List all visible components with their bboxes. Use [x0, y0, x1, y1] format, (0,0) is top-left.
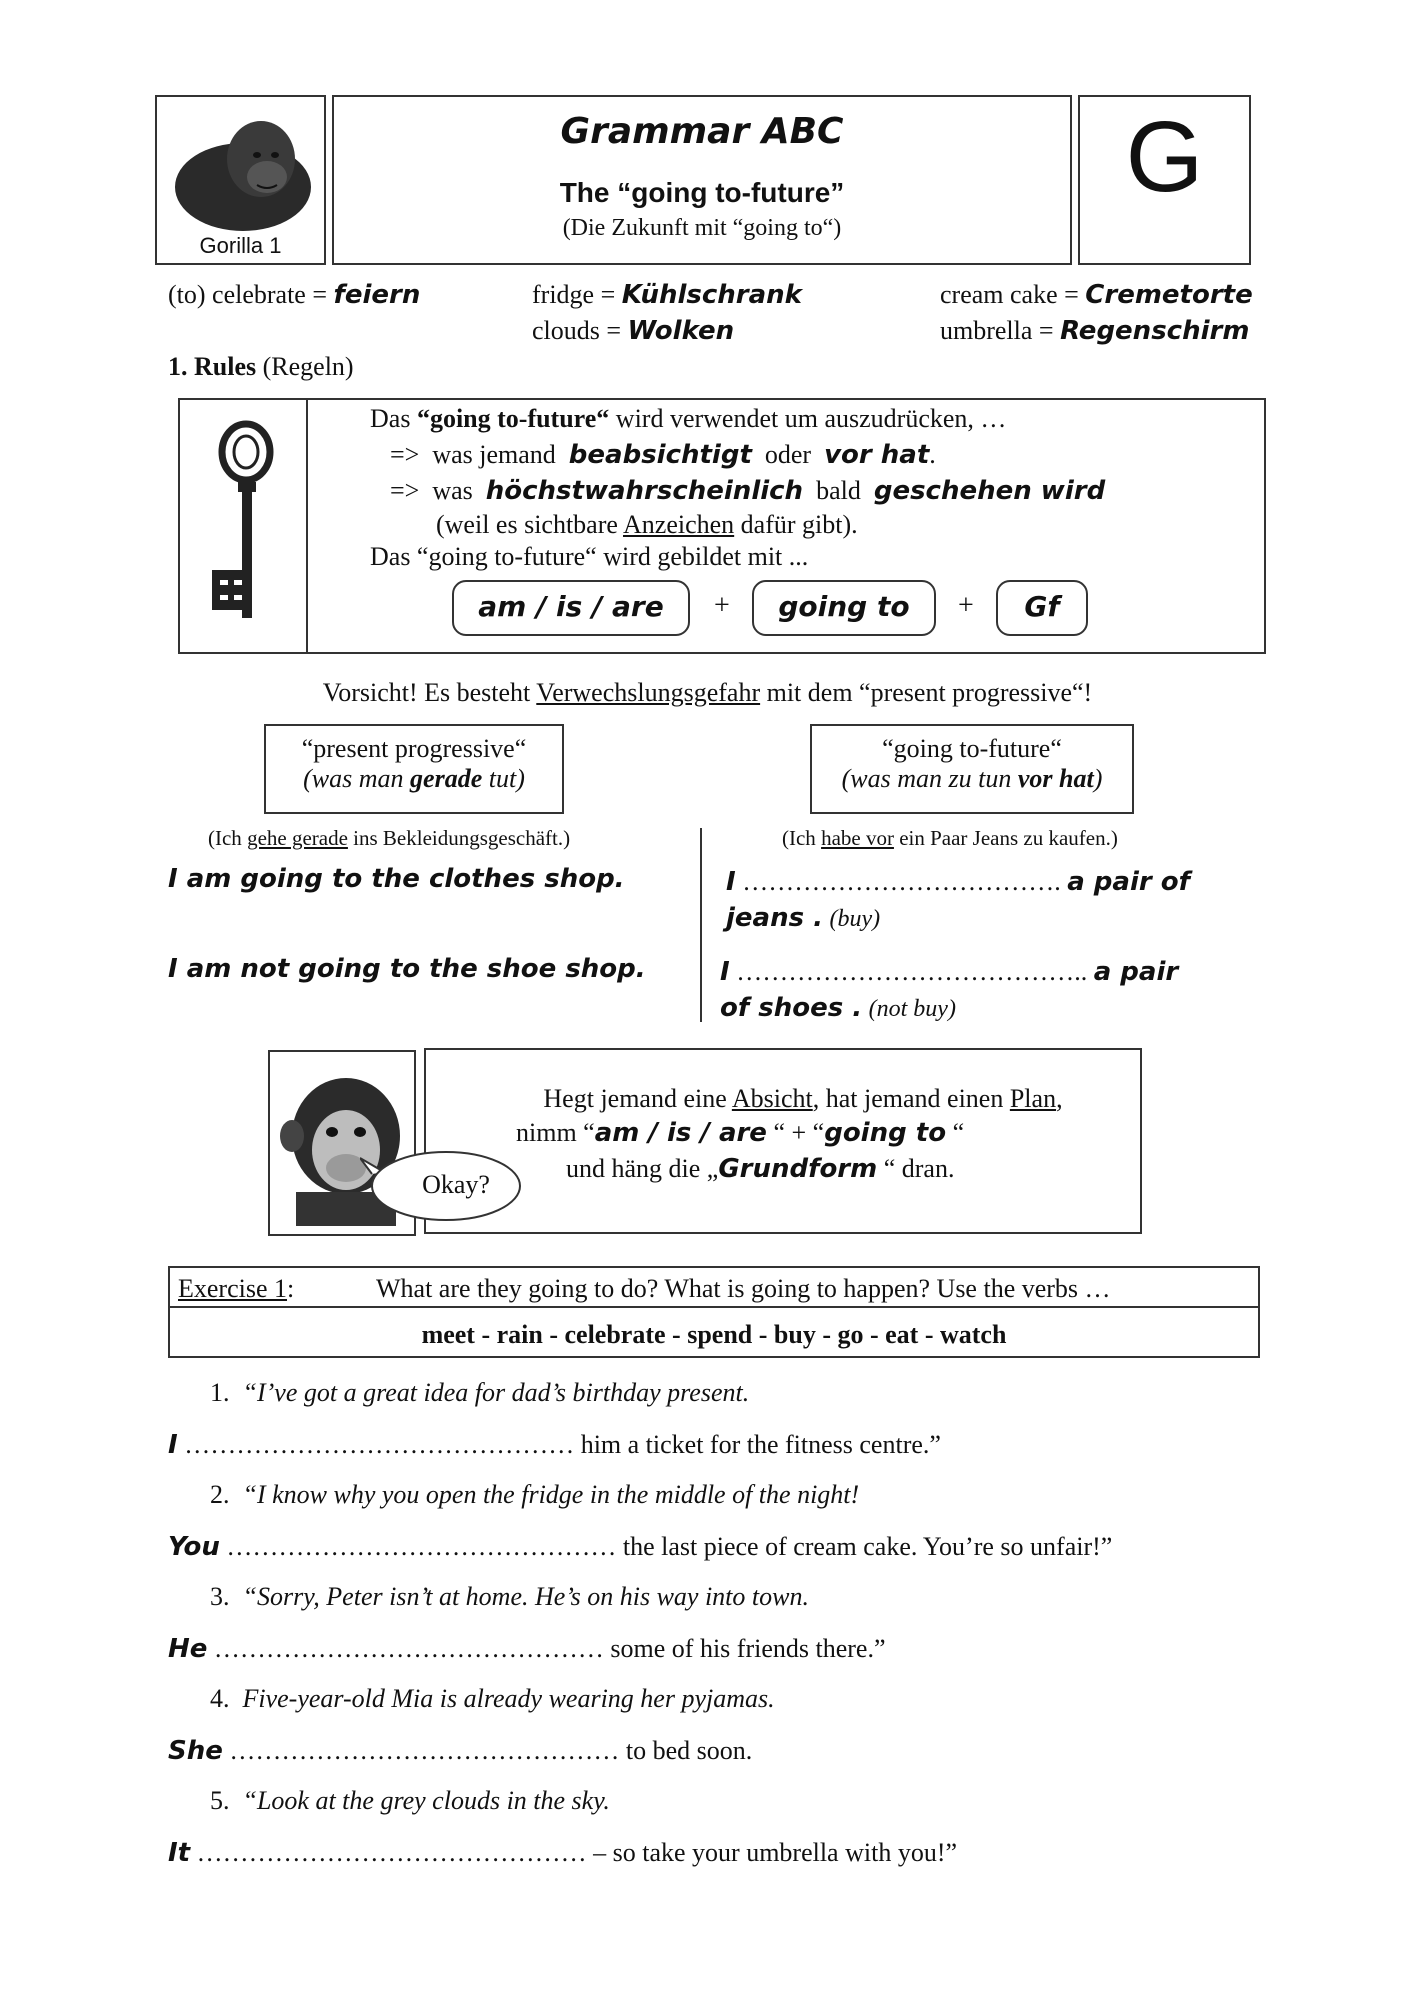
left-example-1: I am going to the clothes shop. — [168, 864, 625, 894]
formula-part-3: Gf — [1024, 590, 1060, 623]
left-note: (Ich gehe gerade ins Bekleidungsgeschäft.) — [208, 826, 571, 850]
gorilla-caption: Gorilla 1 — [199, 233, 282, 258]
page-title: Grammar ABC — [560, 111, 844, 152]
answer-blank[interactable]: ……………………………………… — [229, 1736, 620, 1765]
answer-blank[interactable]: ……………………………………… — [226, 1532, 617, 1561]
exercise-item-4-prompt: 4. Five-year-old Mia is already wearing her pyjamas. — [210, 1684, 775, 1713]
exercise-item-3-prompt: 3. “Sorry, Peter isn’t at home. He’s on his way into town. — [210, 1582, 809, 1611]
key-icon-box — [180, 400, 308, 652]
answer-blank[interactable]: ……………………………………… — [213, 1634, 604, 1663]
vocab-en: umbrella = — [940, 316, 1054, 345]
vocab-fridge — [532, 280, 802, 310]
tip-line-1: Hegt jemand eine Absicht, hat jemand einen Plan, — [543, 1084, 1063, 1113]
exercise-item-1-answer: I ……………………………………… him a ticket for the fitness centre.” — [168, 1430, 941, 1460]
vocab-en: clouds = — [532, 316, 622, 345]
vocab-en: cream cake = — [940, 280, 1079, 309]
formula-part-2: going to — [778, 590, 910, 623]
page-subtitle: The “going to-future” — [559, 177, 845, 208]
tip-line-2: nimm “am / is / are “ + “going to “ — [516, 1118, 965, 1148]
vocab-clouds — [532, 316, 734, 346]
rules-heading-bold: 1. Rules — [168, 352, 257, 381]
answer-blank[interactable]: ……………………………………… — [184, 1430, 575, 1459]
gorilla-image — [165, 103, 315, 231]
vocab-de: Cremetorte — [1085, 280, 1253, 310]
chapter-letter: G — [1125, 101, 1204, 213]
vocab-en: fridge = — [532, 280, 616, 309]
speech-bubble-text: Okay? — [422, 1170, 490, 1199]
right-example-2: I ………………………………….. a pair of shoes . (not buy) — [720, 957, 1179, 1023]
key-icon — [208, 420, 278, 630]
vocab-de: Kühlschrank — [621, 280, 802, 310]
vocab-en: (to) celebrate = — [168, 280, 328, 309]
exercise-box — [168, 1266, 1260, 1358]
exercise-item-2-answer: You ……………………………………… the last piece of cream cake. You’re so unfair!” — [168, 1532, 1113, 1562]
vocab-de: Wolken — [627, 316, 735, 346]
vocab-celebrate — [168, 280, 420, 310]
gorilla-photo-box — [155, 95, 326, 265]
warning-line: Vorsicht! Es besteht Verwechslungsgefahr mit dem “present progressive“! — [322, 678, 1093, 707]
exercise-item-5-prompt: 5. “Look at the grey clouds in the sky. — [210, 1786, 610, 1815]
right-note: (Ich habe vor ein Paar Jeans zu kaufen.) — [782, 826, 1118, 850]
exercise-item-5-answer: It ……………………………………… – so take your umbrella with you!” — [168, 1838, 958, 1868]
exercise-item-2-prompt: 2. “I know why you open the fridge in the middle of the night! — [210, 1480, 860, 1509]
exercise-label: Exercise 1: — [178, 1274, 295, 1303]
letter-box — [1078, 95, 1251, 265]
rules-heading-rest: (Regeln) — [256, 352, 354, 381]
exercise-verbs: meet - rain - celebrate - spend - buy - go - eat - watch — [421, 1320, 1007, 1349]
answer-blank[interactable]: ……………………………………… — [196, 1838, 587, 1867]
left-example-2: I am not going to the shoe shop. — [168, 954, 646, 984]
tip-line-3: und häng die „Grundform “ dran. — [566, 1154, 955, 1184]
formula-part-1: am / is / are — [478, 590, 664, 623]
vocab-cream-cake — [940, 280, 1253, 310]
exercise-divider — [170, 1306, 1258, 1308]
vocab-de: Regenschirm — [1060, 316, 1250, 346]
page-subtitle-german: (Die Zukunft mit “going to“) — [562, 215, 842, 241]
right-example-1: I ………………………………. a pair of jeans . (buy) — [726, 867, 1190, 933]
going-to-future-box — [810, 724, 1134, 814]
exercise-instruction: What are they going to do? What is going to happen? Use the verbs … — [376, 1274, 1111, 1303]
vocab-de: feiern — [333, 280, 421, 310]
tip-box — [424, 1048, 1142, 1234]
going-to-future-title: “going to-future“ — [882, 734, 1062, 763]
rules-line-3: => was höchstwahrscheinlich bald geschehen wird — [390, 476, 1106, 506]
formula-plus-2: + — [958, 590, 974, 621]
rules-line-1: Das “going to-future“ wird verwendet um auszudrücken, … — [370, 404, 1007, 433]
exercise-item-3-answer: He ……………………………………… some of his friends there.” — [168, 1634, 886, 1664]
rules-heading — [168, 352, 354, 382]
vocab-umbrella — [940, 316, 1249, 346]
compare-divider — [700, 828, 702, 1022]
present-progressive-title: “present progressive“ — [301, 734, 527, 763]
present-progressive-sub: (was man gerade tut) — [303, 764, 525, 793]
formula-plus-1: + — [714, 590, 730, 621]
going-to-future-sub: (was man zu tun vor hat) — [841, 764, 1103, 793]
rules-line-2: => was jemand beabsichtigt oder vor hat. — [390, 440, 936, 470]
rules-line-5: Das “going to-future“ wird gebildet mit ... — [370, 542, 809, 571]
exercise-item-4-answer: She ……………………………………… to bed soon. — [168, 1736, 753, 1766]
present-progressive-box — [264, 724, 564, 814]
exercise-item-1-prompt: 1. “I’ve got a great idea for dad’s birthday present. — [210, 1378, 750, 1407]
rules-line-4: (weil es sichtbare Anzeichen dafür gibt). — [436, 510, 858, 539]
title-box — [332, 95, 1072, 265]
